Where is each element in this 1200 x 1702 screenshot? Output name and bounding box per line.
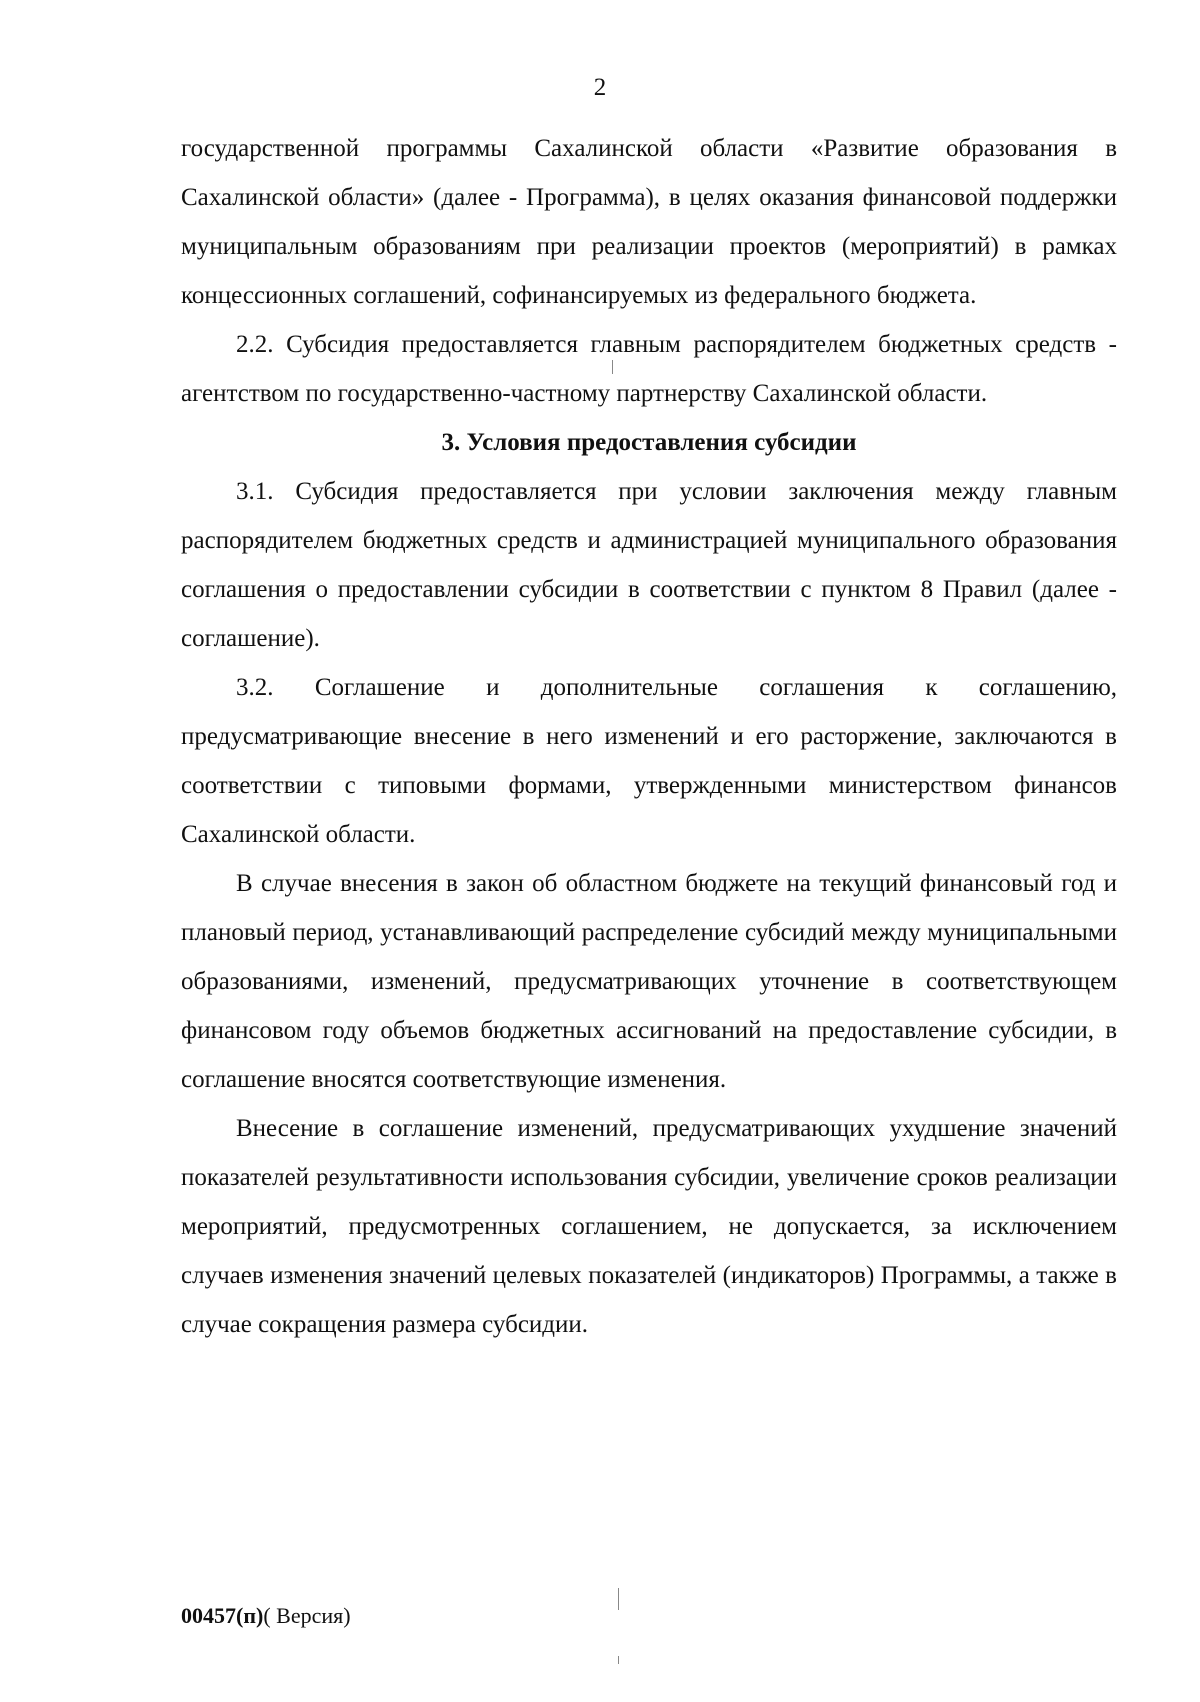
paragraph-agreement-changes: Внесение в соглашение изменений, предусматривающих ухудшение значений показателей результативности использования субсидии, увеличение сроков реализации мероприятий, предусмотренных соглашением, не допускается, за исключением случаев изменения значений целевых показателей (индикаторов) Программы, а также в случае сокращения размера субсидии. [181,1115,1117,1338]
paragraph-program-continuation: государственной программы Сахалинской области «Развитие образования в Сахалинской области» (далее - Программа), в целях оказания финансовой поддержки муниципальным образованиям при реализации проектов (мероприятий) в рамках концессионных соглашений, софинансируемых из федерального бюджета. [181,135,1117,309]
document-footer [181,1602,351,1630]
document-version: ( Версия) [263,1603,351,1628]
paragraph-budget-law-changes: В случае внесения в закон об областном бюджете на текущий финансовый год и плановый период, устанавливающий распределение субсидий между муниципальными образованиями, изменений, предусматривающих уточнение в соответствующем финансовом году объемов бюджетных ассигнований на предоставление субсидии, в соглашение вносятся соответствующие изменения. [181,870,1117,1093]
document-code: 00457(п) [181,1603,264,1628]
paragraph-3-2: 3.2. Соглашение и дополнительные соглашения к соглашению, предусматривающие внесение в него изменений и его расторжение, заключаются в соответствии с типовыми формами, утвержденными министерством финансов Сахалинской области. [181,674,1117,848]
scan-artifact [618,1588,619,1610]
scan-artifact [618,1656,619,1664]
paragraph-2-2: 2.2. Субсидия предоставляется главным распорядителем бюджетных средств - агентством по государственно-частному партнерству Сахалинской области. [181,331,1117,407]
page-number: 2 [593,74,607,101]
section-heading: 3. Условия предоставления субсидии [441,429,857,456]
paragraph-3-1: 3.1. Субсидия предоставляется при условии заключения между главным распорядителем бюджетных средств и администрацией муниципального образования соглашения о предоставлении субсидии в соответствии с пунктом 8 Правил (далее - соглашение). [181,478,1117,652]
scan-artifact [612,360,613,374]
document-body [181,124,1117,1349]
